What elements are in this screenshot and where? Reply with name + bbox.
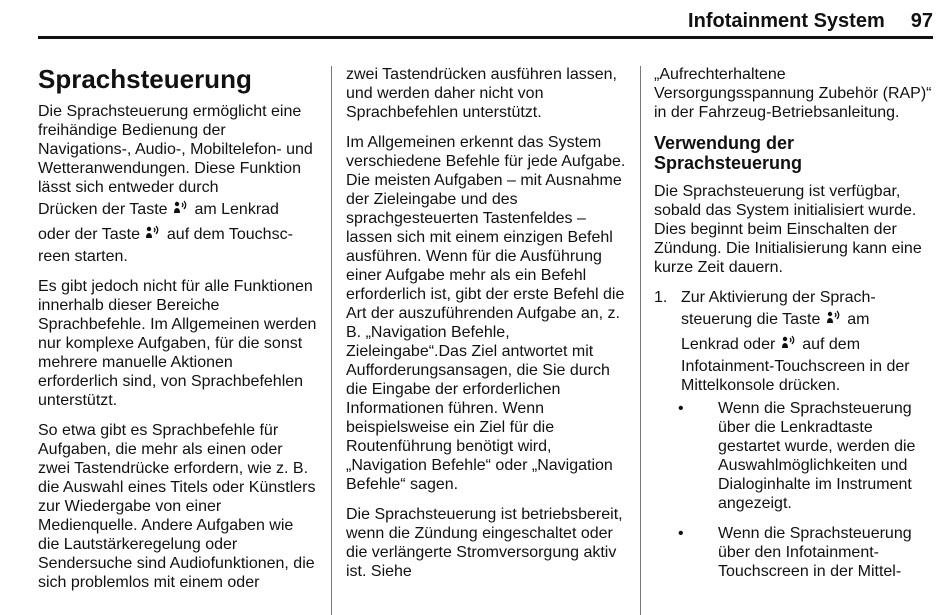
list-number: 1. — [654, 289, 668, 306]
paragraph: Es gibt jedoch nicht für alle Funktionen innerhalb dieser Bereiche Sprachbefehle. Im Allgemeinen werden nur komplexe Aufgaben, für die sonst mehrere manuelle Aktionen erforderlich sind, von Sprachbefehlen unterstützt. — [38, 278, 317, 409]
list-item-text: Infotainment-Touchscreen in der Mittelkonsole drücken. — [681, 358, 910, 394]
bullet-text: Wenn die Sprachsteuerung über die Lenkradtaste gestartet wurde, werden die Auswahlmöglichkeiten und Dialoginhalte im Instrument angezeigt. — [718, 400, 916, 512]
paragraph — [38, 102, 317, 266]
paragraph-text: auf dem Touchsc- — [166, 226, 293, 243]
subsection-heading: Verwendung der Sprachsteuerung — [654, 133, 803, 173]
bullet-mark: • — [678, 525, 684, 542]
page-header — [38, 10, 933, 39]
bullet-list — [654, 399, 939, 581]
column-divider — [331, 66, 332, 615]
bullet-mark: • — [678, 400, 684, 417]
voice-recognition-icon — [173, 199, 189, 215]
header-title: Infotainment System — [688, 10, 885, 32]
paragraph: Die Sprachsteuerung ist verfügbar, sobald das System initialisiert wurde. Dies beginnt beim Einschalten der Zündung. Die Initialisierung kann eine kurze Zeit dauern. — [654, 183, 922, 276]
column-1 — [38, 64, 317, 603]
list-item-text: am — [847, 311, 870, 328]
bullet-item — [654, 524, 939, 581]
voice-recognition-icon — [145, 224, 161, 240]
paragraph: Die Sprachsteuerung ist betriebsbereit, wenn die Zündung eingeschaltet oder die verlängerte Stromversorgung aktiv ist. Siehe — [346, 506, 623, 580]
bullet-text: Wenn die Sprachsteuerung über den Infotainment-Touchscreen in der Mittel- — [718, 525, 912, 580]
paragraph: „Aufrechterhaltene Versorgungsspannung Zubehör (RAP)“ in der Fahrzeug-Betriebsanleitung. — [654, 66, 932, 121]
list-item-text: Lenkrad oder — [681, 336, 776, 353]
list-item-text: steuerung die Taste — [681, 311, 821, 328]
paragraph-text: reen starten. — [38, 248, 128, 265]
voice-recognition-icon — [826, 309, 842, 325]
column-divider — [640, 66, 641, 615]
numbered-list — [654, 288, 939, 395]
list-item-text: auf dem — [802, 336, 861, 353]
paragraph: zwei Tastendrücken ausführen lassen, und werden daher nicht von Sprachbefehlen unterstützt. — [346, 66, 617, 121]
paragraph: Im Allgemeinen erkennt das System verschiedene Befehle für jede Aufgabe. Die meisten Aufgaben – mit Ausnahme der Zieleingabe und des sprachgesteuerten Tastenfeldes – lassen sich mit einem einzigen Befehl ausführen. Wenn für die Ausführung einer Aufgabe mehr als ein Befehl erforderlich ist, gibt der erste Befehl die Art der auszuführenden Aufgabe an, z. B. „Navigation Befehle, Zieleingabe“.Das Ziel antwortet mit Aufforderungsansagen, die Sie durch die Eingabe der erforderlichen Informationen führen. Wenn beispielsweise ein Ziel für die Routenführung benötigt wird, „Navigation Befehle“ oder „Navigation Befehle“ sagen. — [346, 134, 626, 493]
page-number: 97 — [910, 10, 933, 32]
list-item-text: Zur Aktivierung der Sprach- — [681, 289, 876, 306]
paragraph: So etwa gibt es Sprachbefehle für Aufgaben, die mehr als einen oder zwei Tastendrücke erfordern, wie z. B. die Auswahl eines Titels oder Künstlers zur Wiedergabe von einer Medienquelle. Andere Aufgaben wie die Lautstärkeregelung oder Sendersuche sind Audiofunktionen, die sich problemlos mit einem oder — [38, 422, 316, 591]
column-2 — [346, 65, 630, 592]
paragraph-text: Drücken der Taste — [38, 201, 168, 218]
bullet-item — [654, 399, 939, 513]
column-3 — [654, 65, 939, 592]
section-heading: Sprachsteuerung — [38, 64, 252, 94]
paragraph-text: am Lenkrad — [194, 201, 279, 218]
voice-recognition-icon — [781, 334, 797, 350]
paragraph-text: oder der Taste — [38, 226, 140, 243]
paragraph-text: Die Sprachsteuerung ermöglicht eine freihändige Bedienung der Navigations-, Audio-, Mobiltelefon- und Wetteranwendungen. Diese Funktion lässt sich entweder durch — [38, 103, 313, 196]
list-item — [654, 288, 939, 395]
